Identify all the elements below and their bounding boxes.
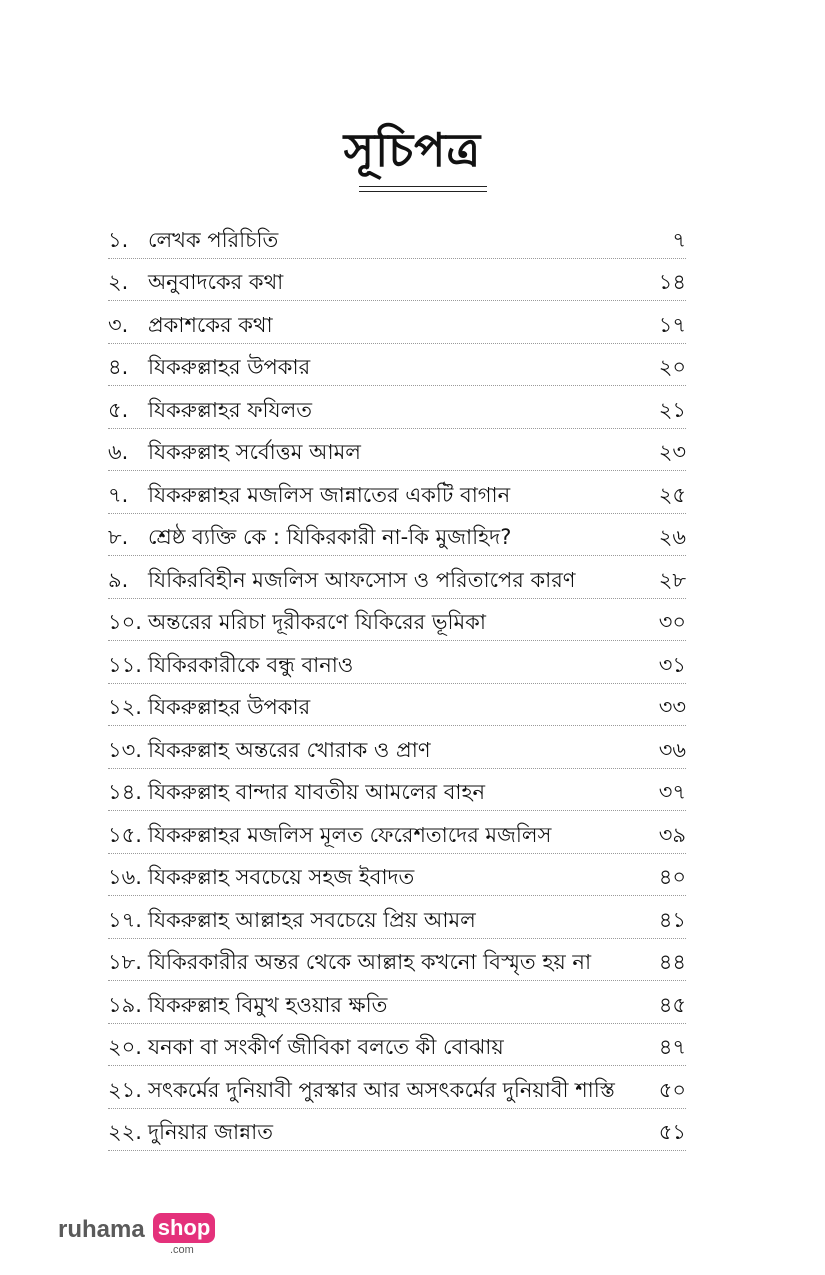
toc-entry-title: দুনিয়ার জান্নাত [148,1120,273,1144]
toc-entry-number: ২২. [108,1120,142,1144]
toc-entry-title: যিকরুল্লাহ আল্লাহর সবচেয়ে প্রিয় আমল [148,907,476,932]
toc-entry-page: ২৬ [658,525,686,549]
toc-entry-page: ২৮ [658,567,686,592]
toc-entry [108,429,686,472]
toc-entry-title: শ্রেষ্ঠ ব্যক্তি কে : যিকিরকারী না-কি মুজাহিদ? [148,525,512,549]
toc-entry [108,896,686,939]
toc-entry [108,1066,686,1109]
toc-entry-number: ৮. [108,525,129,549]
toc-entry-page: ৪৪ [658,950,686,974]
title-underline-top [359,186,487,187]
toc-entry-number: ১. [108,227,129,252]
page-title: সূচিপত্র [343,123,482,177]
toc-entry-title: লেখক পরিচিতি [148,227,279,252]
logo-shop-badge: shop [153,1213,215,1243]
toc-entry [108,641,686,684]
toc-entry-number: ৭. [108,482,129,507]
toc-entry [108,514,686,557]
toc-entry-title: অনুবাদকের কথা [148,270,284,294]
toc-entry-number: ১৯. [108,992,142,1017]
toc-entry-page: ৩৯ [658,822,686,847]
logo-domain-text: .com [170,1244,194,1256]
toc-entry-page: ৩০ [658,610,686,634]
toc-entry-number: ১৭. [108,907,142,932]
toc-entry [108,726,686,769]
toc-entry-page: ৪০ [658,865,686,889]
toc-entry-number: ৩. [108,312,129,337]
toc-entry-number: ১১. [108,652,142,677]
toc-entry [108,216,686,259]
toc-entry-title: যিকরুল্লাহর মজলিস জান্নাতের একটি বাগান [148,482,511,507]
toc-entry [108,386,686,429]
toc-entry [108,1024,686,1067]
toc-entry-title: যিকিরবিহীন মজলিস আফসোস ও পরিতাপের কারণ [148,567,576,592]
toc-entry-title: যনকা বা সংকীর্ণ জীবিকা বলতে কী বোঝায় [148,1035,504,1059]
toc-entry-title: যিকিরকারীকে বন্ধু বানাও [148,652,354,677]
toc-entry-number: ১৩. [108,737,142,762]
toc-entry-page: ৪৭ [658,1035,686,1059]
toc-entry [108,301,686,344]
toc-entry-number: ১৮. [108,950,142,974]
toc-entry-page: ৩৬ [658,737,686,762]
toc-entry-number: ৬. [108,440,129,464]
toc-entry [108,471,686,514]
toc-entry-page: ৩৩ [658,695,686,719]
toc-entry-number: ২১. [108,1077,142,1102]
toc-entry-title: যিকরুল্লাহর উপকার [148,355,311,379]
toc-entry [108,1109,686,1152]
toc-entry-number: ২০. [108,1035,142,1059]
toc-entry [108,556,686,599]
toc-entry-title: যিকরুল্লাহ বিমুখ হওয়ার ক্ষতি [148,992,388,1017]
toc-entry-number: ১২. [108,695,142,719]
toc-entry-number: ৯. [108,567,129,592]
toc-entry [108,811,686,854]
toc-entry [108,769,686,812]
toc-entry [108,939,686,982]
toc-entry-number: ১৪. [108,780,142,804]
toc-entry-number: ১৫. [108,822,142,847]
toc-entry-title: যিকরুল্লাহ সর্বোত্তম আমল [148,440,361,464]
toc-entry-title: প্রকাশকের কথা [148,312,273,337]
toc-entry-title: যিকরুল্লাহ সবচেয়ে সহজ ইবাদত [148,865,415,889]
toc-entry [108,259,686,302]
toc-entry-page: ৪১ [658,907,686,932]
toc-entry-title: যিকরুল্লাহর উপকার [148,695,311,719]
ruhamashop-logo [58,1210,228,1258]
toc-entry [108,599,686,642]
toc-entry-title: যিকরুল্লাহ অন্তরের খোরাক ও প্রাণ [148,737,431,762]
toc-entry-page: ১৭ [658,312,686,337]
toc-entry-number: ১০. [108,610,142,634]
logo-brand-text: ruhama [58,1216,145,1243]
toc-entry [108,684,686,727]
toc-entry-number: ১৬. [108,865,142,889]
toc-entry-number: ৪. [108,355,129,379]
toc-entry [108,344,686,387]
toc-entry-title: যিকিরকারীর অন্তর থেকে আল্লাহ কখনো বিস্মৃত হয় না [148,950,592,974]
toc-entry-page: ৫১ [658,1120,686,1144]
toc-entry-page: ১৪ [658,270,686,294]
toc-entry-page: ২৫ [658,482,686,507]
toc-entry-number: ২. [108,270,129,294]
toc-entry-title: যিকরুল্লাহ বান্দার যাবতীয় আমলের বাহন [148,780,486,804]
toc-entry-number: ৫. [108,397,129,422]
toc-entry-title: যিকরুল্লাহর মজলিস মূলত ফেরেশতাদের মজলিস [148,822,552,847]
toc-entry [108,854,686,897]
table-of-contents [108,216,686,1151]
toc-entry-page: ২০ [658,355,686,379]
toc-entry-page: ৩১ [658,652,686,677]
toc-entry-title: অন্তরের মরিচা দূরীকরণে যিকিরের ভূমিকা [148,610,486,634]
toc-entry-title: সৎকর্মের দুনিয়াবী পুরস্কার আর অসৎকর্মের দুনিয়াবী শাস্তি [148,1077,615,1102]
toc-entry-page: ২১ [658,397,686,422]
toc-entry-page: ৭ [672,227,686,252]
toc-entry-page: ৫০ [658,1077,686,1102]
title-underline-bottom [359,191,487,192]
toc-entry-page: ৪৫ [658,992,686,1017]
toc-entry-page: ২৩ [658,440,686,464]
toc-entry [108,981,686,1024]
toc-entry-title: যিকরুল্লাহর ফযিলত [148,397,313,422]
toc-entry-page: ৩৭ [658,780,686,804]
